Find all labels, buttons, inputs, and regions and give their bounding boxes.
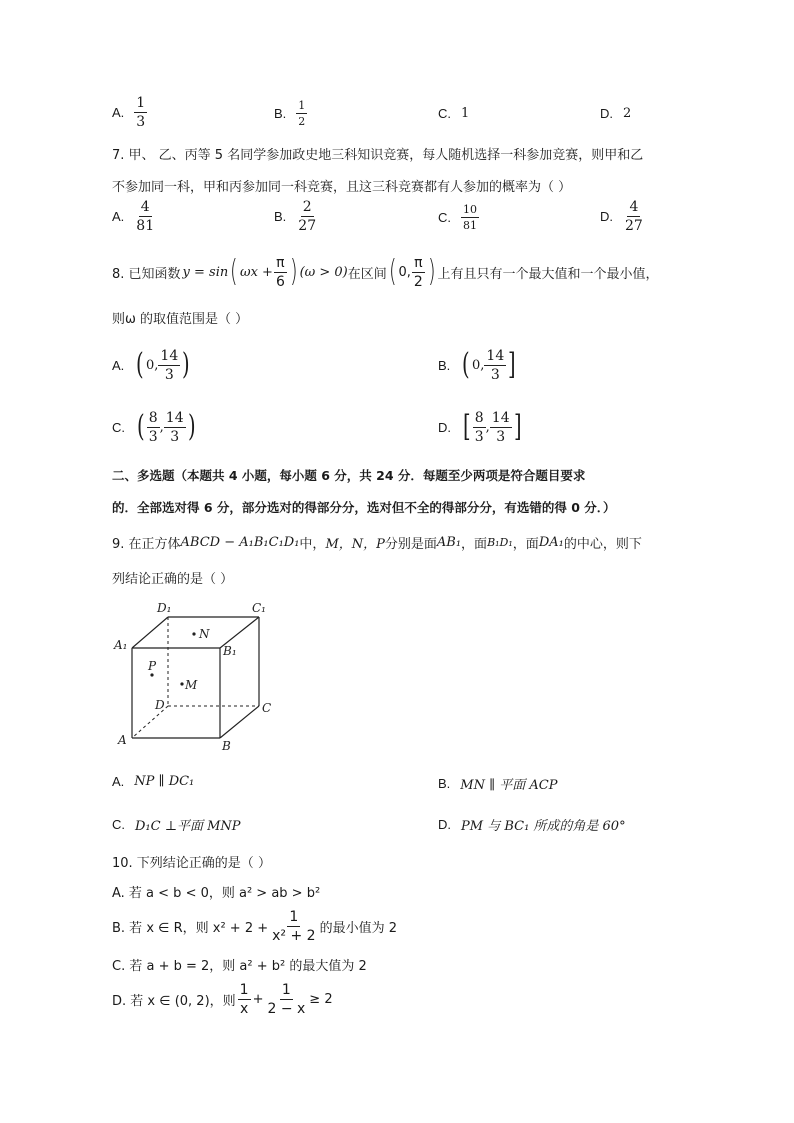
label-p: P (148, 659, 157, 673)
fraction: $\frac{14}{3}$ (165, 409, 184, 445)
left-paren: ( (388, 254, 397, 289)
q9-option-a: A. NP ∥ DC₁ (112, 774, 195, 789)
q6-option-d: D. 2 (600, 106, 632, 121)
right-paren: ) (427, 254, 436, 289)
q10-option-b: B. 若 x ∈ R，则 x² + 2 + $\frac{1}{\text{x² + 2}}$ 的最小值为 2 (112, 908, 397, 944)
q8-line1: 8. 已知函数 y = sin ( ωx + $\frac{\pi}{6}$ ) (ω > 0) 在区间 ( 0, $\frac{\pi}{2}$ ) 上有且只有一个最大值和一个最小值， (112, 254, 659, 290)
q8-line2: 则ω 的取值范围是（ ） (112, 312, 249, 327)
label-a: A (118, 733, 127, 747)
q8-option-b: B. ( 0, $\frac{14}{3}$ ] (438, 347, 516, 383)
fraction: $\frac{14}{3}$ (486, 347, 505, 383)
fraction: $\frac{1}{3}$ (136, 95, 146, 130)
q6-option-a: A. $\frac{1}{3}$ (112, 95, 146, 130)
q7-option-a: A. $\frac{4}{81}$ (112, 199, 155, 234)
q8-option-c: C. ( $\frac{8}{3}$ , $\frac{14}{3}$ ) (112, 409, 196, 445)
edge-cb (220, 706, 259, 738)
q7-line2: 不参加同一科，甲和丙参加同一科竞赛，且这三科竞赛都有人参加的概率为（ ） (112, 180, 572, 195)
point-n (192, 632, 195, 635)
q9-option-c: C. D₁C ⊥平面 MNP (112, 817, 241, 834)
q9-option-d: D. PM 与 BC₁ 所成的角是 60° (438, 817, 626, 834)
q9-line1: 9. 在正方体 ABCD − A₁B₁C₁D₁ 中， M，N，P 分别是面 AB₁ ，面 B₁D₁ ，面 DA₁ 的中心，则下 (112, 535, 642, 552)
label-c1: C₁ (252, 601, 266, 615)
fraction: $\frac{8}{3}$ (148, 409, 158, 445)
q7-line1: 7. 甲、 乙、丙等 5 名同学参加政史地三科知识竞赛，每人随机选择一科参加竞赛，则甲和乙 (112, 148, 644, 163)
fraction: $\frac{\pi}{2}$ (413, 254, 423, 290)
fraction: $\frac{\pi}{6}$ (275, 254, 285, 290)
right-paren: ) (289, 254, 298, 289)
cube-figure (112, 598, 282, 758)
fraction: $\frac{4}{27}$ (625, 199, 643, 234)
q7-options (0, 200, 794, 240)
label-d1: D₁ (157, 601, 172, 615)
fraction: $\frac{14}{3}$ (160, 347, 179, 383)
q6-option-c: C. 1 (438, 106, 470, 121)
q8-option-d: D. [ $\frac{8}{3}$ , $\frac{14}{3}$ ] (438, 409, 522, 445)
label-m: M (185, 678, 198, 692)
q10-option-d: D. 若 x ∈ (0, 2)，则 $\frac{1}{x}$ + $\frac{1}{2 - x}$ ≥ 2 (112, 981, 333, 1017)
q10-title: 10. 下列结论正确的是（ ） (112, 856, 271, 871)
label-a1: A₁ (114, 638, 128, 652)
fraction: $\frac{1}{\text{x² + 2}}$ (272, 908, 316, 944)
q10-option-a: A. 若 a < b < 0，则 a² > ab > b² (112, 886, 321, 901)
label-n: N (199, 627, 210, 641)
section2-line1: 二、多选题（本题共 4 小题，每小题 6 分，共 24 分．每题至少两项是符合题目要求 (112, 468, 586, 483)
q7-option-d: D. $\frac{4}{27}$ (600, 199, 643, 234)
q10-option-c: C. 若 a + b = 2，则 a² + b² 的最大值为 2 (112, 959, 367, 974)
q7-option-b: B. $\frac{2}{27}$ (274, 199, 317, 234)
edge-a1d1 (132, 617, 168, 648)
fraction: $\frac{10}{81}$ (463, 203, 477, 232)
point-m (180, 682, 183, 685)
left-paren: ( (230, 254, 238, 289)
q7-option-c: C. $\frac{10}{81}$ (438, 203, 477, 232)
q9-option-b: B. MN ∥ 平面 ACP (438, 776, 558, 793)
label-d: D (155, 698, 165, 712)
fraction: $\frac{2}{27}$ (298, 199, 317, 234)
fraction: $\frac{4}{81}$ (136, 199, 155, 234)
section2-line2: 的．全部选对得 6 分，部分选对的得部分分，选对但不全的得部分分，有选错的得 0 分．） (112, 500, 616, 515)
fraction: $\frac{1}{2 - x}$ (267, 981, 306, 1017)
label-b: B (222, 739, 231, 753)
fraction: $\frac{1}{x}$ (239, 981, 249, 1017)
fraction: $\frac{1}{2}$ (298, 99, 306, 128)
q8-option-a: A. ( 0, $\frac{14}{3}$ ) (112, 347, 190, 383)
point-p (150, 673, 153, 676)
label-b1: B₁ (223, 644, 237, 658)
fraction: $\frac{8}{3}$ (474, 409, 484, 445)
q6-option-b: B. $\frac{1}{2}$ (274, 99, 306, 128)
label-c: C (262, 701, 272, 715)
q6-options (0, 96, 794, 136)
q9-line2: 列结论正确的是（ ） (112, 572, 234, 587)
fraction: $\frac{14}{3}$ (491, 409, 510, 445)
